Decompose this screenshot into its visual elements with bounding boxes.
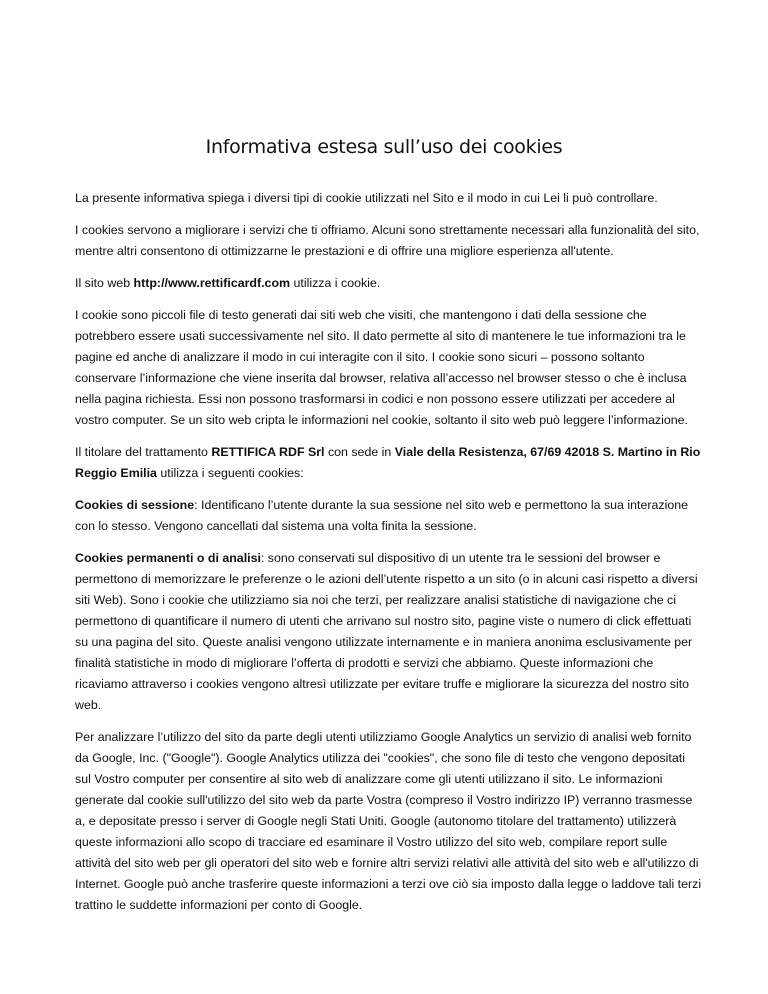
- paragraph-controller: [75, 442, 702, 484]
- site-text-after: utilizza i cookie.: [290, 276, 381, 290]
- controller-text-middle: con sede in: [324, 445, 395, 459]
- permanent-cookies-text: : sono conservati sul dispositivo di un utente tra le sessioni del browser e permettono di memorizzare le preferenze o le azioni dell’utente rispetto a un sito (o in alcuni casi rispetto a diversi siti Web). Sono i cookie che utilizziamo sia noi che terzi, per realizzare analisi statistiche di navigazione che ci permettono di quantificare il numero di utenti che arrivano sul nostro sito, pagine viste o numero di click effettuati su una pagina del sito. Queste analisi vengono utilizzate internamente e in maniera anonima esclusivamente per finalità statistiche in modo di migliorare l’offerta di prodotti e servizi che abbiamo. Queste informazioni che ricaviamo attraverso i cookies vengono altresì utilizzate per evitare truffe e migliorare la sicurezza del nostro sito web.: [75, 551, 698, 712]
- site-url: http://www.rettificardf.com: [133, 276, 291, 290]
- session-cookies-text: : Identificano l’utente durante la sua sessione nel sito web e permettono la sua interazione con lo stesso. Vengono cancellati dal sistema una volta finita la sessione.: [75, 498, 689, 533]
- document-body: [75, 188, 702, 927]
- paragraph-permanent-cookies: [75, 548, 702, 716]
- paragraph-definition: I cookie sono piccoli file di testo generati dai siti web che visiti, che mantengono i dati della sessione che potrebbero essere usati successivamente nel sito. Il dato permette al sito di mantenere le tue informazioni tra le pagine ed anche di analizzare il modo in cui interagite con il sito. I cookie sono sicuri – possono soltanto conservare l’informazione che viene inserita dal browser, relativa all’accesso nel browser stesso o che è inclusa nella pagina richiesta. Essi non possono trasformarsi in codici e non possono essere utilizzati per accedere al vostro computer. Se un sito web cripta le informazioni nel cookie, soltanto il sito web può leggere l’informazione.: [75, 308, 688, 427]
- paragraph-intro: La presente informativa spiega i diversi tipi di cookie utilizzati nel Sito e il modo in cui Lei li può controllare.: [75, 191, 658, 205]
- page-title: Informativa estesa sull’uso dei cookies: [205, 136, 563, 158]
- session-cookies-term: Cookies di sessione: [75, 498, 195, 512]
- company-name: RETTIFICA RDF Srl: [211, 445, 325, 459]
- controller-text-after: utilizza i seguenti cookies:: [156, 466, 304, 480]
- paragraph-session-cookies: [75, 495, 702, 537]
- paragraph-site: [75, 273, 702, 294]
- controller-text-before: Il titolare del trattamento: [75, 445, 212, 459]
- company-address: Viale della Resistenza, 67/69 42018 S. Martino in Rio Reggio Emilia: [75, 445, 701, 480]
- paragraph-purpose: I cookies servono a migliorare i servizi che ti offriamo. Alcuni sono strettamente necessari alla funzionalità del sito, mentre altri consentono di ottimizzarne le prestazioni e di offrire una migliore esperienza all'utente.: [75, 223, 700, 258]
- permanent-cookies-term: Cookies permanenti o di analisi: [75, 551, 261, 565]
- paragraph-google-analytics: Per analizzare l’utilizzo del sito da parte degli utenti utilizziamo Google Analytics un servizio di analisi web fornito da Google, Inc. ("Google"). Google Analytics utilizza dei "cookies", che sono file di testo che vengono depositati sul Vostro computer per consentire al sito web di analizzare come gli utenti utilizzano il sito. Le informazioni generate dal cookie sull'utilizzo del sito web da parte Vostra (compreso il Vostro indirizzo IP) verranno trasmesse a, e depositate presso i server di Google negli Stati Uniti. Google (autonomo titolare del trattamento) utilizzerà queste informazioni allo scopo di tracciare ed esaminare il Vostro utilizzo del sito web, compilare report sulle attività del sito web per gli operatori del sito web e fornire altri servizi relativi alle attività del sito web e all'utilizzo di Internet. Google può anche trasferire queste informazioni a terzi ove ciò sia imposto dalla legge o laddove tali terzi trattino le suddette informazioni per conto di Google.: [75, 730, 702, 912]
- site-text-before: Il sito web: [75, 276, 134, 290]
